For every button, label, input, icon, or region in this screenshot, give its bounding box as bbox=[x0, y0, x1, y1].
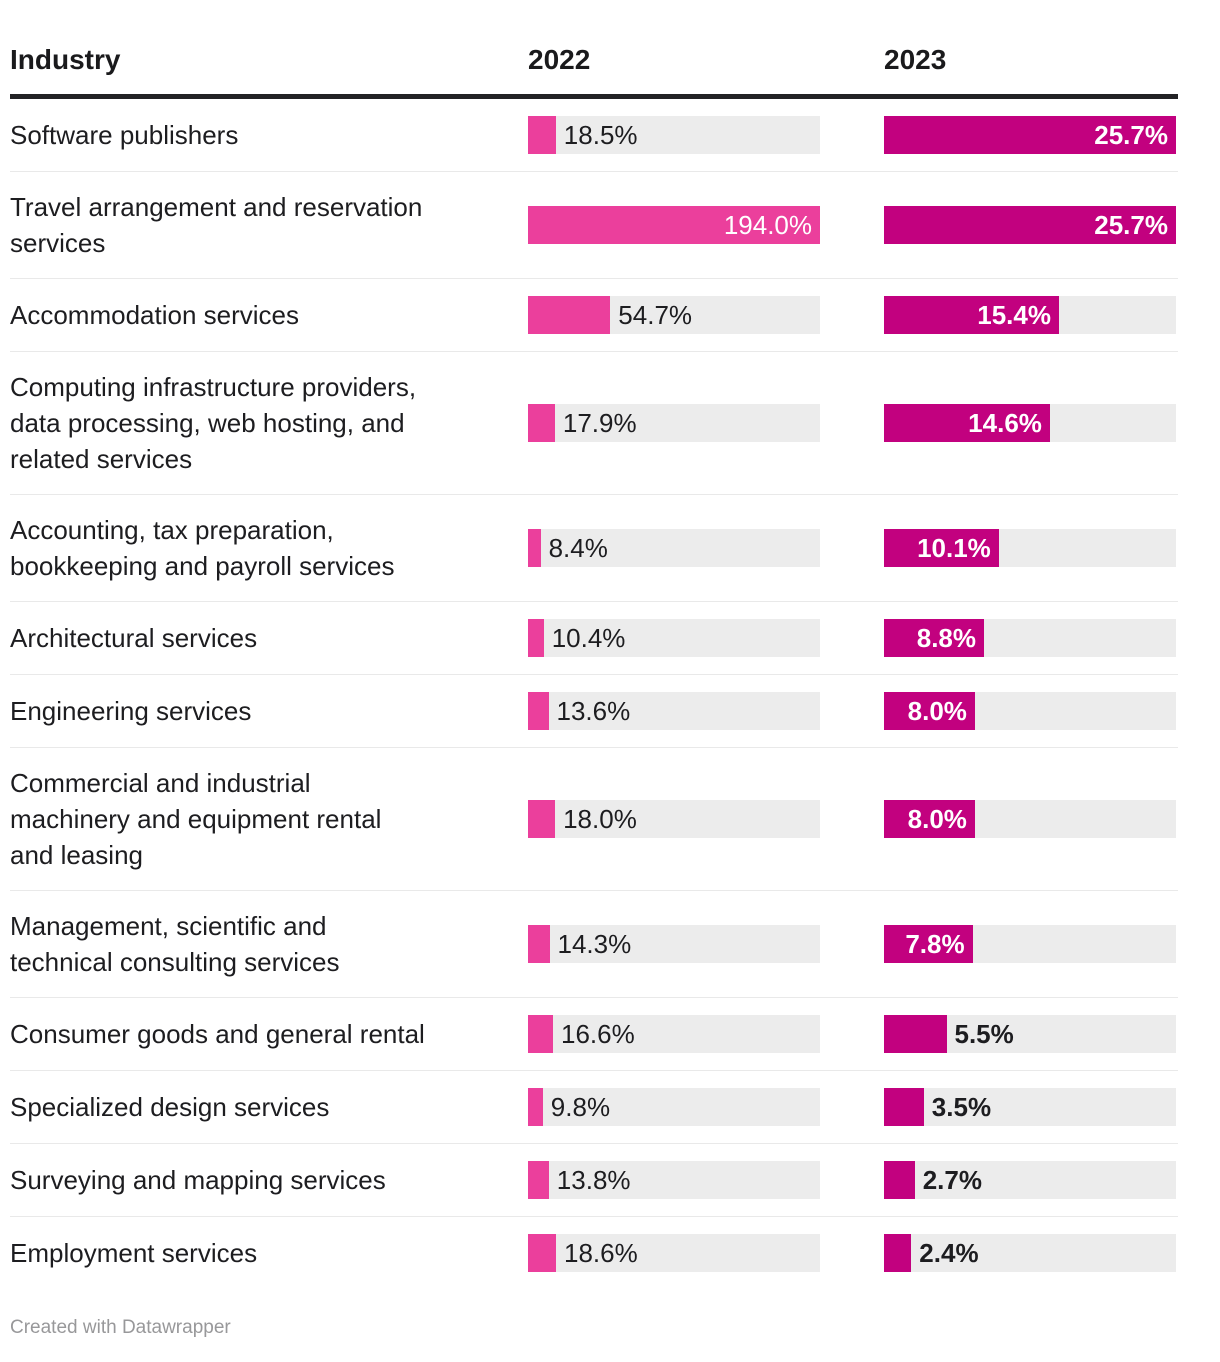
bar-cell-2023 bbox=[884, 925, 1176, 963]
bar-value-label-2023: 2.4% bbox=[919, 1238, 979, 1268]
bar-track-2022 bbox=[528, 1015, 820, 1053]
bar-value-label-2023: 2.7% bbox=[922, 1165, 982, 1195]
industry-label: Surveying and mapping services bbox=[10, 1165, 386, 1195]
table-row bbox=[10, 495, 1178, 602]
bar-fill-2022 bbox=[528, 529, 541, 567]
bar-value-label-2023: 14.6% bbox=[968, 408, 1042, 438]
bar-value-label-2022: 13.8% bbox=[556, 1165, 631, 1195]
bar-cell-2022 bbox=[528, 1015, 820, 1053]
bar-track-2023 bbox=[884, 1234, 1176, 1272]
bar-fill-2022 bbox=[528, 1161, 549, 1199]
bar-value-label-2023: 15.4% bbox=[977, 300, 1051, 330]
bar-cell-2022 bbox=[528, 296, 820, 334]
bar-cell-2022 bbox=[528, 619, 820, 657]
bar-fill-2022 bbox=[528, 296, 610, 334]
bar-value-label-2022: 9.8% bbox=[550, 1092, 611, 1122]
column-header-2022: 2022 bbox=[528, 44, 591, 75]
bar-value-label-2022: 18.0% bbox=[563, 804, 637, 834]
bar-track-2023 bbox=[884, 529, 1176, 567]
bar-value-label-2022: 8.4% bbox=[548, 533, 608, 563]
column-header-industry: Industry bbox=[10, 44, 121, 75]
table-row bbox=[10, 1144, 1178, 1217]
column-header-2023: 2023 bbox=[884, 44, 947, 75]
bar-value-label-2022: 14.3% bbox=[557, 929, 632, 959]
bar-track-2023 bbox=[884, 1088, 1176, 1126]
bar-track-2022 bbox=[528, 925, 820, 963]
bar-value-label-2022: 54.7% bbox=[618, 300, 693, 330]
bar-track-2022 bbox=[528, 1161, 820, 1199]
bar-fill-2023 bbox=[884, 1161, 915, 1199]
bar-track-2023 bbox=[884, 296, 1176, 334]
bar-track-2023 bbox=[884, 1161, 1176, 1199]
bar-track-2022 bbox=[528, 404, 820, 442]
bar-cell-2023 bbox=[884, 404, 1176, 442]
table-row bbox=[10, 602, 1178, 675]
bar-value-label-2023: 10.1% bbox=[917, 533, 991, 563]
bar-track-2022 bbox=[528, 692, 820, 730]
industry-label: Computing infrastructure providers, data processing, web hosting, and related services bbox=[10, 372, 417, 474]
table-body bbox=[10, 99, 1178, 1289]
bar-cell-2023 bbox=[884, 296, 1176, 334]
industry-label: Consumer goods and general rental bbox=[10, 1019, 425, 1049]
bar-cell-2022 bbox=[528, 800, 820, 838]
column-header-row bbox=[10, 42, 1178, 94]
industry-label: Commercial and industrial machinery and equipment rental and leasing bbox=[10, 768, 382, 870]
bar-track-2023 bbox=[884, 1015, 1176, 1053]
bar-fill-2022 bbox=[528, 1234, 556, 1272]
bar-value-label-2023: 5.5% bbox=[954, 1019, 1014, 1049]
bar-cell-2022 bbox=[528, 404, 820, 442]
table-row bbox=[10, 172, 1178, 279]
bar-fill-2023 bbox=[884, 1015, 947, 1053]
bar-track-2022 bbox=[528, 1234, 820, 1272]
bar-value-label-2022: 10.4% bbox=[551, 623, 626, 653]
industry-label: Travel arrangement and reservation services bbox=[10, 192, 423, 258]
bar-cell-2022 bbox=[528, 116, 820, 154]
bar-fill-2022 bbox=[528, 1088, 543, 1126]
table-row bbox=[10, 1071, 1178, 1144]
bar-value-label-2022: 16.6% bbox=[561, 1019, 635, 1049]
bar-track-2023 bbox=[884, 800, 1176, 838]
bar-value-label-2022: 18.5% bbox=[563, 120, 638, 150]
table-row bbox=[10, 279, 1178, 352]
bar-track-2022 bbox=[528, 1088, 820, 1126]
bar-value-label-2023: 3.5% bbox=[931, 1092, 992, 1122]
bar-track-2023 bbox=[884, 619, 1176, 657]
industry-label: Accommodation services bbox=[10, 300, 299, 330]
industry-label: Specialized design services bbox=[10, 1092, 330, 1122]
datawrapper-credit: Created with Datawrapper bbox=[10, 1317, 231, 1338]
bar-cell-2022 bbox=[528, 925, 820, 963]
bar-cell-2023 bbox=[884, 800, 1176, 838]
bar-cell-2023 bbox=[884, 116, 1176, 154]
industry-label: Engineering services bbox=[10, 696, 252, 726]
bar-value-label-2023: 8.0% bbox=[907, 696, 967, 726]
industry-label: Management, scientific and technical consulting services bbox=[10, 911, 340, 977]
bar-track-2023 bbox=[884, 925, 1176, 963]
bar-track-2022 bbox=[528, 529, 820, 567]
bar-fill-2022 bbox=[528, 692, 549, 730]
bar-track-2023 bbox=[884, 404, 1176, 442]
industry-label: Software publishers bbox=[10, 120, 239, 150]
bar-cell-2022 bbox=[528, 206, 820, 244]
bar-value-label-2022: 17.9% bbox=[562, 408, 637, 438]
bar-cell-2023 bbox=[884, 619, 1176, 657]
bar-cell-2023 bbox=[884, 1234, 1176, 1272]
bar-fill-2022 bbox=[528, 925, 550, 963]
bar-cell-2023 bbox=[884, 1161, 1176, 1199]
industry-label: Accounting, tax preparation, bookkeeping and payroll services bbox=[10, 515, 395, 581]
bar-cell-2022 bbox=[528, 529, 820, 567]
table-row bbox=[10, 998, 1178, 1071]
bar-cell-2022 bbox=[528, 692, 820, 730]
bar-track-2022 bbox=[528, 116, 820, 154]
industry-label: Architectural services bbox=[10, 623, 258, 653]
bar-value-label-2022: 194.0% bbox=[723, 210, 812, 240]
bar-value-label-2023: 7.8% bbox=[905, 929, 965, 959]
table-row bbox=[10, 675, 1178, 748]
bar-track-2022 bbox=[528, 619, 820, 657]
bar-track-2023 bbox=[884, 116, 1176, 154]
table-row bbox=[10, 99, 1178, 172]
table-row bbox=[10, 891, 1178, 998]
bar-value-label-2023: 8.0% bbox=[907, 804, 967, 834]
bar-cell-2023 bbox=[884, 1015, 1176, 1053]
bar-track-2022 bbox=[528, 800, 820, 838]
bar-fill-2022 bbox=[528, 619, 544, 657]
bar-value-label-2023: 25.7% bbox=[1094, 210, 1168, 240]
industry-label: Employment services bbox=[10, 1238, 258, 1268]
bar-fill-2022 bbox=[528, 116, 556, 154]
bar-fill-2022 bbox=[528, 800, 555, 838]
table-row bbox=[10, 1217, 1178, 1289]
bar-cell-2023 bbox=[884, 206, 1176, 244]
table-row bbox=[10, 352, 1178, 495]
bar-fill-2023 bbox=[884, 1088, 924, 1126]
bar-cell-2022 bbox=[528, 1088, 820, 1126]
bar-value-label-2022: 18.6% bbox=[564, 1238, 638, 1268]
bar-value-label-2023: 25.7% bbox=[1094, 120, 1168, 150]
bar-value-label-2023: 8.8% bbox=[916, 623, 976, 653]
bar-value-label-2022: 13.6% bbox=[556, 696, 631, 726]
bar-fill-2022 bbox=[528, 1015, 553, 1053]
bar-track-2022 bbox=[528, 206, 820, 244]
bar-cell-2023 bbox=[884, 1088, 1176, 1126]
bar-fill-2022 bbox=[528, 404, 555, 442]
bar-cell-2022 bbox=[528, 1161, 820, 1199]
bar-track-2023 bbox=[884, 206, 1176, 244]
bar-track-2022 bbox=[528, 296, 820, 334]
bar-track-2023 bbox=[884, 692, 1176, 730]
bar-cell-2023 bbox=[884, 692, 1176, 730]
bar-cell-2022 bbox=[528, 1234, 820, 1272]
bar-fill-2023 bbox=[884, 1234, 911, 1272]
table-row bbox=[10, 748, 1178, 891]
bar-cell-2023 bbox=[884, 529, 1176, 567]
